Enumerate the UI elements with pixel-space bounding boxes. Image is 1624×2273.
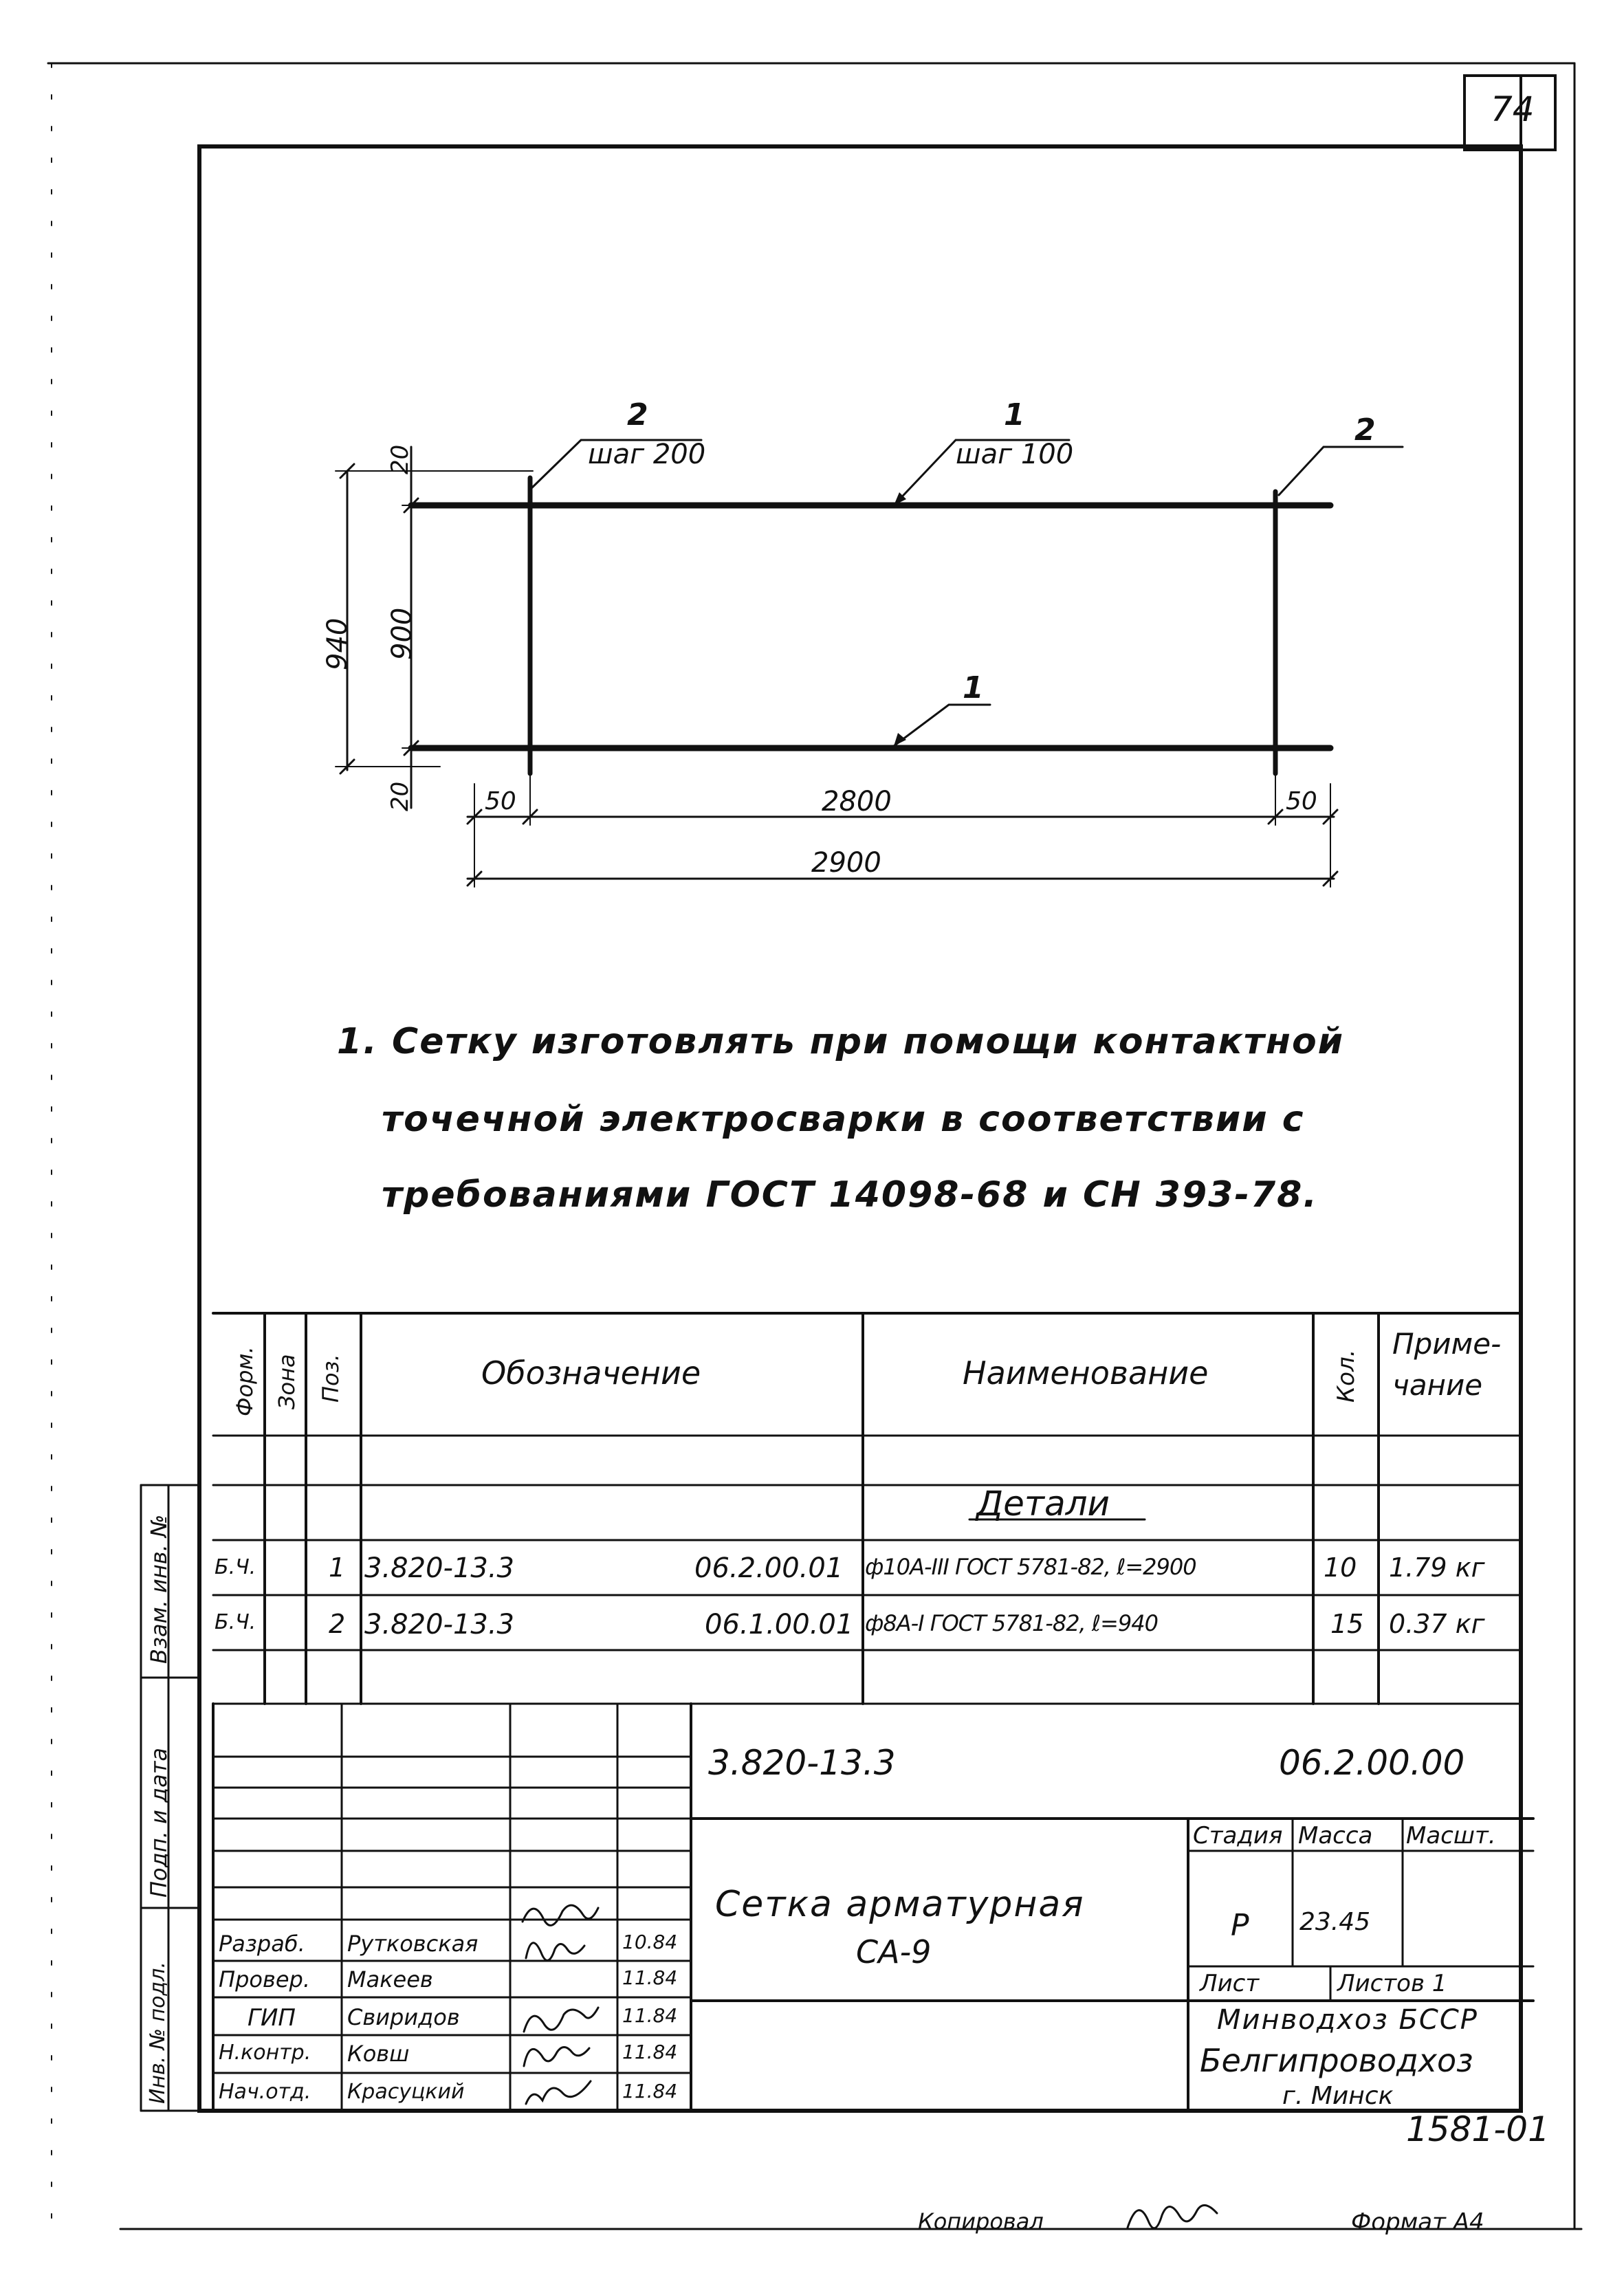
format-label: Формат А4 xyxy=(1351,2208,1484,2236)
title-line-2: СА-9 xyxy=(856,1933,932,1970)
signer-name: Ковш xyxy=(347,2041,410,2067)
signer-name: Красуцкий xyxy=(347,2080,465,2104)
row1-code: 06.2.00.01 xyxy=(694,1552,844,1584)
signature-prover xyxy=(526,1943,584,1961)
org-line-1: Минводхоз БССР xyxy=(1217,2004,1478,2036)
label-pos2-left: 2 xyxy=(627,397,648,432)
note-line-2: точечной электросварки в соответствии с xyxy=(382,1099,1305,1140)
signature-nach xyxy=(526,2081,591,2104)
mesh-drawing xyxy=(336,440,1403,887)
signer-date: 11.84 xyxy=(622,2041,678,2063)
dim-left-overhang: 50 xyxy=(485,787,516,815)
row1-qty: 10 xyxy=(1324,1552,1357,1583)
label-pos2-right: 2 xyxy=(1354,413,1376,448)
dim-bottom-gap: 20 xyxy=(386,781,414,811)
row2-format: Б.Ч. xyxy=(215,1610,256,1634)
row1-name: ф10А-III ГОСТ 5781-82, ℓ=2900 xyxy=(865,1554,1196,1580)
dim-right-overhang: 50 xyxy=(1286,787,1317,815)
row2-pos: 2 xyxy=(329,1609,346,1639)
stamp-vzam-inv: Взам. инв. № xyxy=(146,1514,172,1664)
signer-name: Макеев xyxy=(347,1966,433,1992)
dim-inner-length: 2800 xyxy=(822,786,892,817)
signer-date: 10.84 xyxy=(622,1931,678,1953)
label-step-100: шаг 100 xyxy=(956,439,1074,470)
signer-role: Разраб. xyxy=(219,1931,305,1957)
section-title-details: Детали xyxy=(976,1484,1110,1524)
dim-total-length: 2900 xyxy=(811,847,881,879)
doc-code: 06.2.00.00 xyxy=(1279,1743,1465,1783)
header-name: Наименование xyxy=(963,1354,1209,1392)
row1-designation: 3.820-13.3 xyxy=(364,1552,515,1584)
leader-pos1-bottom xyxy=(894,705,990,746)
header-pos: Поз. xyxy=(318,1354,344,1403)
signer-name: Свиридов xyxy=(347,2004,460,2030)
dim-inner-height: 900 xyxy=(386,607,418,660)
archive-number: 1581-01 xyxy=(1406,2109,1550,2149)
signer-role: Н.контр. xyxy=(219,2041,311,2065)
signer-date: 11.84 xyxy=(622,2080,678,2102)
scale-header: Масшт. xyxy=(1406,1822,1496,1849)
stamp-inv-podl: Инв. № подл. xyxy=(146,1962,170,2104)
sheet-label: Лист xyxy=(1200,1970,1260,1997)
header-designation: Обозначение xyxy=(481,1354,701,1392)
note-line-1: 1. Сетку изготовлять при помощи контактной xyxy=(337,1021,1345,1062)
row2-designation: 3.820-13.3 xyxy=(364,1609,515,1640)
signer-role: ГИП xyxy=(248,2004,296,2032)
header-format: Форм. xyxy=(232,1346,258,1416)
stamp-podp-data: Подп. и дата xyxy=(146,1748,172,1898)
spec-table-grid xyxy=(213,1313,1521,1704)
leader-pos2-right xyxy=(1279,447,1403,495)
row2-qty: 15 xyxy=(1330,1609,1364,1639)
signature-gip xyxy=(524,2008,598,2032)
stage-header: Стадия xyxy=(1193,1822,1283,1849)
header-zone: Зона xyxy=(274,1354,300,1409)
title-line-1: Сетка арматурная xyxy=(715,1884,1085,1925)
header-note-1: Приме- xyxy=(1392,1327,1502,1361)
row2-name: ф8А-I ГОСТ 5781-82, ℓ=940 xyxy=(865,1610,1158,1636)
label-pos1-bottom: 1 xyxy=(963,670,984,705)
row1-format: Б.Ч. xyxy=(215,1555,256,1579)
label-step-200: шаг 200 xyxy=(588,439,706,470)
org-line-2: Белгипроводхоз xyxy=(1200,2042,1473,2079)
row1-note: 1.79 кг xyxy=(1389,1552,1485,1583)
dim-total-height: 940 xyxy=(322,617,353,670)
note-line-3: требованиями ГОСТ 14098-68 и СН 393-78. xyxy=(382,1174,1319,1216)
header-note-2: чание xyxy=(1392,1368,1483,1402)
signer-date: 11.84 xyxy=(622,1966,678,1989)
doc-number: 3.820-13.3 xyxy=(708,1743,896,1783)
sheets-label: Листов 1 xyxy=(1337,1970,1447,1997)
mass-header: Масса xyxy=(1298,1822,1373,1849)
mass-value: 23.45 xyxy=(1299,1908,1371,1936)
org-line-3: г. Минск xyxy=(1282,2082,1394,2110)
header-qty: Кол. xyxy=(1332,1349,1360,1403)
signer-role: Провер. xyxy=(219,1966,310,1992)
sheet-number: 74 xyxy=(1491,89,1535,129)
stage-value: Р xyxy=(1231,1908,1249,1943)
row1-pos: 1 xyxy=(329,1552,346,1583)
signature-nkontr xyxy=(524,2047,589,2067)
row2-note: 0.37 кг xyxy=(1389,1609,1485,1639)
signature-razrab xyxy=(523,1905,598,1925)
copied-label: Копировал xyxy=(918,2208,1044,2234)
signer-role: Нач.отд. xyxy=(219,2080,311,2104)
label-pos1-top: 1 xyxy=(1004,397,1025,432)
dim-top-gap: 20 xyxy=(386,444,414,474)
signer-name: Рутковская xyxy=(347,1931,479,1957)
signature-copied xyxy=(1128,2205,1217,2228)
row2-code: 06.1.00.01 xyxy=(705,1609,854,1640)
signer-date: 11.84 xyxy=(622,2004,678,2027)
